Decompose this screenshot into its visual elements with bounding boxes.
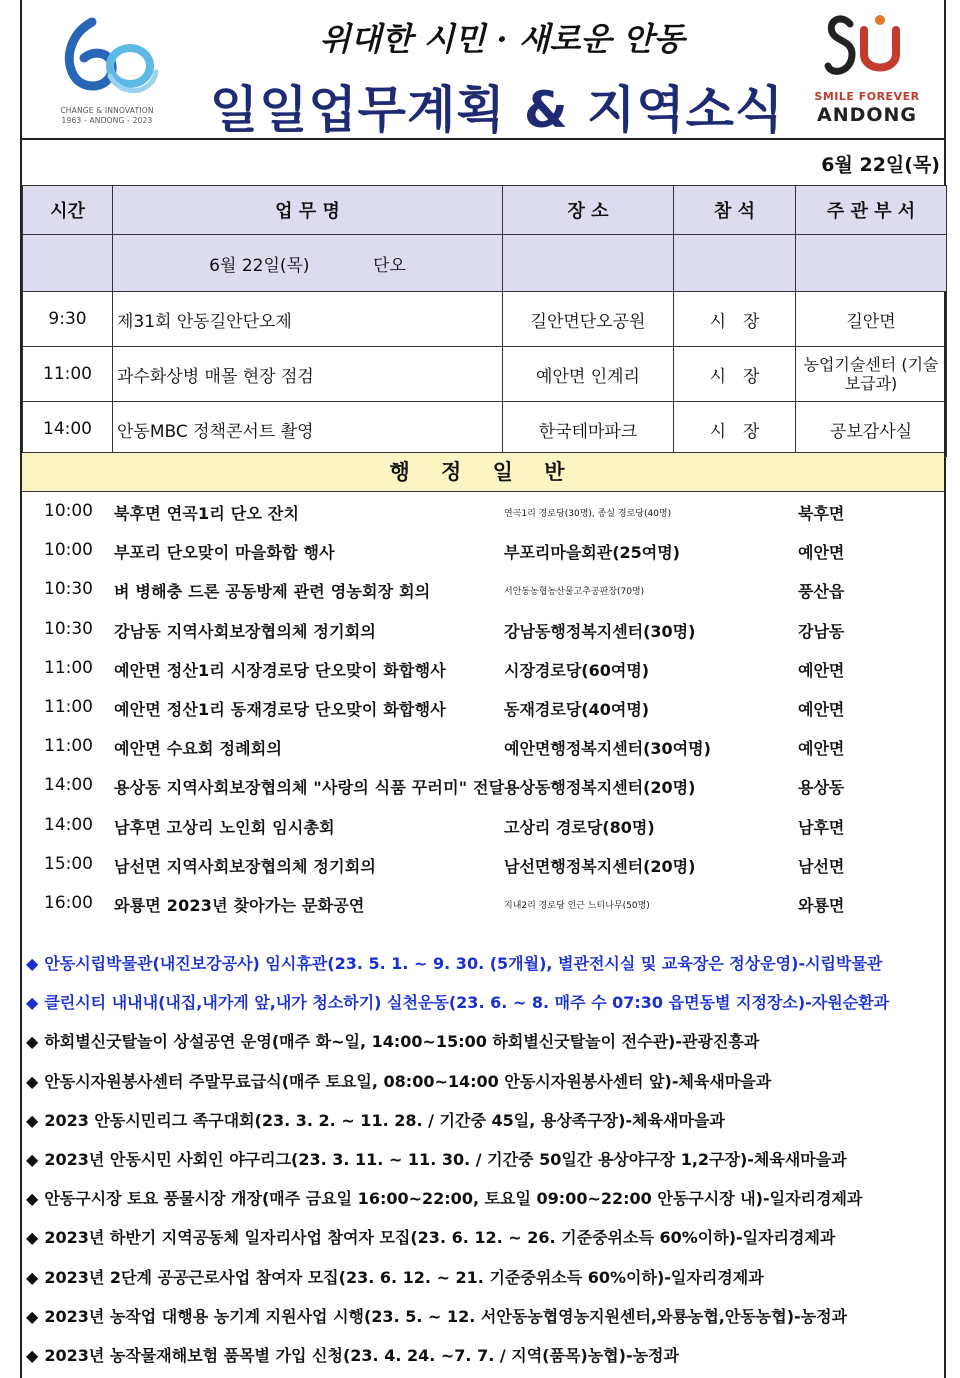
admin-row <box>22 844 944 883</box>
admin-name: 와룡면 2023년 찾아가는 문화공연 <box>114 895 365 915</box>
admin-dept: 와룡면 <box>798 895 845 915</box>
document-date: 6월 22일(목) <box>821 154 940 176</box>
admin-row <box>22 883 944 922</box>
notice-item <box>22 1062 944 1101</box>
admin-row <box>22 805 944 844</box>
admin-name: 남선면 지역사회보장협의체 정기회의 <box>114 856 377 876</box>
page-title: 일일업무계획 & 지역소식 <box>209 81 785 139</box>
admin-time: 14:00 <box>44 814 93 835</box>
notice-item <box>22 1218 944 1257</box>
admin-dept: 용상동 <box>798 778 845 798</box>
header <box>22 0 944 140</box>
admin-place: 지내2리 경로당 인근 느티나무(50명) <box>504 900 650 911</box>
admin-row <box>22 569 944 608</box>
admin-place: 시장경로당(60여명) <box>504 660 650 680</box>
admin-row <box>22 765 944 804</box>
admin-name: 벼 병해충 드론 공동방제 관련 영농회장 회의 <box>114 582 431 602</box>
brand-main: ANDONG <box>816 104 918 126</box>
admin-time: 11:00 <box>44 657 93 678</box>
holiday-date: 6월 22일(목) <box>209 255 310 276</box>
admin-name: 예안면 정산1리 시장경로당 단오맞이 화합행사 <box>114 660 446 680</box>
admin-dept: 예안면 <box>798 699 845 719</box>
document-page <box>20 0 946 1378</box>
admin-name: 예안면 정산1리 동재경로당 단오맞이 화합행사 <box>114 699 446 719</box>
slogan: 위대한 시민 · 새로운 안동 <box>319 20 685 58</box>
notice-item <box>22 1140 944 1179</box>
admin-dept: 남후면 <box>798 817 845 837</box>
notice-text: 안동시립박물관(내진보강공사) 임시휴관(23. 5. 1. ~ 9. 30. (5개월), 별관전시실 및 교육장은 정상운영)-시립박물관 <box>44 954 883 973</box>
admin-dept: 풍산읍 <box>798 582 845 602</box>
andong-brand-logo <box>802 10 932 130</box>
admin-place: 용상동행정복지센터(20명) <box>504 778 696 798</box>
admin-time: 10:00 <box>44 501 93 521</box>
notice-item <box>22 944 944 983</box>
admin-row <box>22 726 944 765</box>
holiday-row <box>23 235 947 292</box>
header-attend: 참 석 <box>674 186 796 235</box>
diamond-bullet-icon: ◆ <box>26 1228 39 1248</box>
notice-item <box>22 1179 944 1218</box>
admin-place: 부포리마을회관(25여명) <box>504 543 680 563</box>
table-header-row <box>23 186 947 235</box>
schedule-table <box>22 185 947 457</box>
row-dept: 길안면 <box>796 292 947 347</box>
notice-text: 2023년 농작업 대행용 농기계 지원사업 시행(23. 5. ~ 12. 서안동농협영농지원센터,와룡농협,안동농협)-농정과 <box>44 1306 848 1326</box>
admin-time: 14:00 <box>44 775 93 796</box>
admin-dept: 강남동 <box>798 621 845 641</box>
row-time: 9:30 <box>23 292 113 347</box>
row-time: 14:00 <box>23 402 113 457</box>
row-time: 11:00 <box>23 347 113 402</box>
admin-row <box>22 530 944 569</box>
admin-name: 남후면 고상리 노인회 임시총회 <box>114 817 335 837</box>
general-admin-heading: 행 정 일 반 <box>22 452 944 492</box>
notice-text: 2023년 농작물재해보험 품목별 가입 신청(23. 4. 24. ~7. 7. / 지역(품목)농협)-농정과 <box>44 1345 679 1365</box>
sixty-emblem-icon <box>52 14 162 104</box>
header-task: 업 무 명 <box>113 186 503 235</box>
notice-item <box>22 1258 944 1297</box>
admin-time: 10:30 <box>44 618 93 639</box>
table-row <box>23 402 947 457</box>
notice-text: 안동시자원봉사센터 주말무료급식(매주 토요일, 08:00~14:00 안동시자원봉사센터 앞)-체육새마을과 <box>44 1071 772 1091</box>
row-place: 길안면단오공원 <box>503 292 674 347</box>
admin-name: 북후면 연곡1리 단오 잔치 <box>114 504 300 523</box>
admin-place: 연곡1리 경로당(30명), 종실 경로당(40명) <box>504 509 672 519</box>
row-dept: 공보감사실 <box>796 402 947 457</box>
diamond-bullet-icon: ◆ <box>26 1267 39 1287</box>
admin-name: 용상동 지역사회보장협의체 "사랑의 식품 꾸러미" 전달 <box>114 778 505 798</box>
row-attend: 시 장 <box>674 402 796 457</box>
admin-dept: 남선면 <box>798 856 845 876</box>
admin-row <box>22 491 944 530</box>
diamond-bullet-icon: ◆ <box>26 1071 39 1091</box>
admin-time: 15:00 <box>44 853 93 874</box>
notice-text: 2023 안동시민리그 족구대회(23. 3. 2. ~ 11. 28. / 기간중 45일, 용상족구장)-체육새마을과 <box>44 1110 725 1130</box>
admin-place: 남선면행정복지센터(20명) <box>504 856 696 876</box>
admin-place: 서안동농협농산물고추공판장(70명) <box>504 587 645 598</box>
notice-list <box>22 944 944 1375</box>
diamond-bullet-icon: ◆ <box>26 1149 39 1169</box>
admin-dept: 예안면 <box>798 543 845 563</box>
admin-name: 부포리 단오맞이 마을화합 행사 <box>114 543 335 563</box>
admin-time: 11:00 <box>44 696 93 717</box>
holiday-cell <box>113 235 503 292</box>
admin-place: 동재경로당(40여명) <box>504 699 650 719</box>
notice-item <box>22 983 944 1022</box>
table-row <box>23 347 947 402</box>
notice-text: 하회별신굿탈놀이 상설공연 운영(매주 화~일, 14:00~15:00 하회별신굿탈놀이 전수관)-관광진흥과 <box>44 1032 760 1052</box>
admin-dept: 예안면 <box>798 739 845 759</box>
notice-text: 안동구시장 토요 풍물시장 개장(매주 금요일 16:00~22:00, 토요일 09:00~22:00 안동구시장 내)-일자리경제과 <box>44 1189 863 1209</box>
admin-row <box>22 687 944 726</box>
diamond-bullet-icon: ◆ <box>26 1345 39 1365</box>
brand-sub: SMILE FOREVER <box>814 90 920 103</box>
admin-dept: 북후면 <box>798 504 845 523</box>
admin-time: 16:00 <box>44 892 93 913</box>
notice-text: 2023년 안동시민 사회인 야구리그(23. 3. 11. ~ 11. 30. / 기간중 50일간 용상야구장 1,2구장)-체육새마을과 <box>44 1149 847 1169</box>
admin-row <box>22 648 944 687</box>
row-attend: 시 장 <box>674 292 796 347</box>
row-task: 안동MBC 정책콘서트 촬영 <box>113 402 503 457</box>
diamond-bullet-icon: ◆ <box>26 993 39 1013</box>
admin-place: 예안면행정복지센터(30여명) <box>504 739 711 759</box>
diamond-bullet-icon: ◆ <box>26 954 39 973</box>
notice-text: 2023년 2단계 공공근로사업 참여자 모집(23. 6. 12. ~ 21. 기준중위소득 60%이하)-일자리경제과 <box>44 1267 764 1287</box>
notice-item <box>22 1022 944 1061</box>
row-task: 제31회 안동길안단오제 <box>113 292 503 347</box>
diamond-bullet-icon: ◆ <box>26 1032 39 1052</box>
admin-time: 11:00 <box>44 736 93 757</box>
row-dept: 농업기술센터 (기술보급과) <box>796 347 947 402</box>
admin-place: 강남동행정복지센터(30명) <box>504 621 696 641</box>
header-place: 장 소 <box>503 186 674 235</box>
notice-text: 클린시티 내내내(내집,내가게 앞,내가 청소하기) 실천운동(23. 6. ~ 8. 매주 수 07:30 읍면동별 지정장소)-자원순환과 <box>44 993 890 1013</box>
logo-caption-2: 1963 - ANDONG - 2023 <box>61 116 153 125</box>
admin-time: 10:30 <box>44 579 93 600</box>
diamond-bullet-icon: ◆ <box>26 1189 39 1209</box>
row-attend: 시 장 <box>674 347 796 402</box>
admin-name: 예안면 수요회 정례회의 <box>114 739 283 759</box>
diamond-bullet-icon: ◆ <box>26 1306 39 1326</box>
admin-dept: 예안면 <box>798 660 845 680</box>
admin-row <box>22 609 944 648</box>
notice-item <box>22 1297 944 1336</box>
row-place: 한국테마파크 <box>503 402 674 457</box>
row-task: 과수화상병 매몰 현장 점검 <box>113 347 503 402</box>
admin-place: 고상리 경로당(80명) <box>504 817 655 837</box>
notice-text: 2023년 하반기 지역공동체 일자리사업 참여자 모집(23. 6. 12. ~ 26. 기준중위소득 60%이하)-일자리경제과 <box>44 1228 836 1248</box>
admin-list <box>22 491 944 922</box>
row-place: 예안면 인계리 <box>503 347 674 402</box>
andong-smile-icon <box>802 10 932 88</box>
header-dept: 주 관 부 서 <box>796 186 947 235</box>
header-time: 시간 <box>23 186 113 235</box>
notice-item <box>22 1336 944 1375</box>
anniversary-60-logo <box>52 14 162 124</box>
logo-caption-1: CHANGE & INNOVATION <box>60 106 154 115</box>
admin-name: 강남동 지역사회보장협의체 정기회의 <box>114 621 377 641</box>
diamond-bullet-icon: ◆ <box>26 1110 39 1130</box>
admin-time: 10:00 <box>44 540 93 561</box>
holiday-name: 단오 <box>372 255 406 276</box>
table-row <box>23 292 947 347</box>
notice-item <box>22 1101 944 1140</box>
